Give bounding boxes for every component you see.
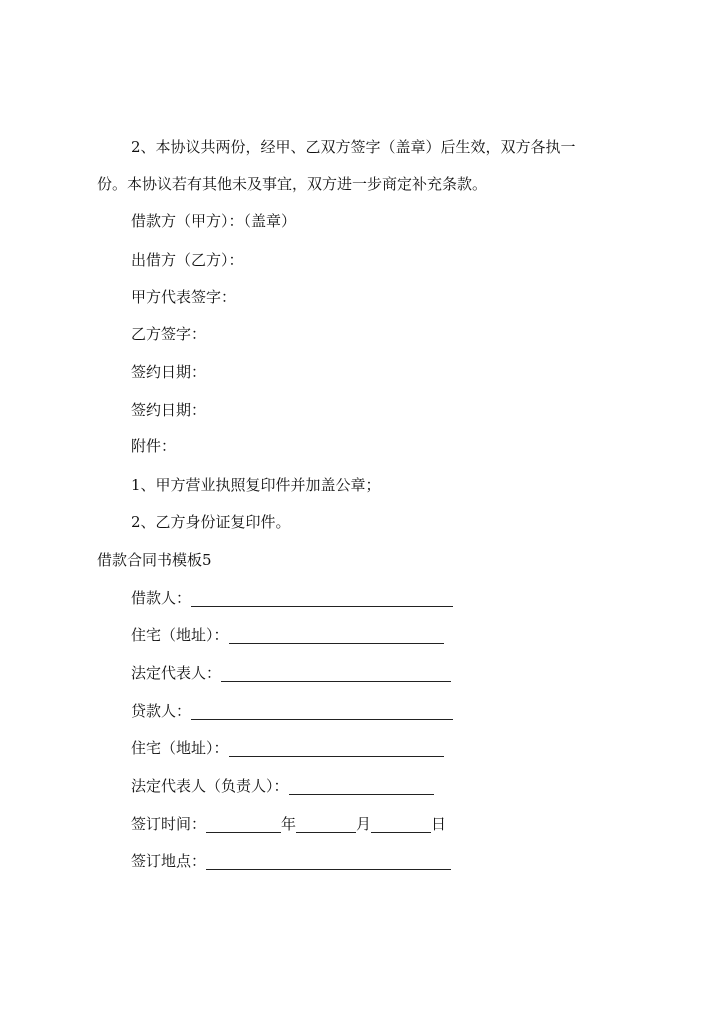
- lender-label: 贷款人：: [131, 702, 192, 720]
- borrower-legal-rep-blank[interactable]: [221, 664, 451, 682]
- lender-residence-blank[interactable]: [229, 739, 444, 757]
- borrower-label: 借款人：: [131, 589, 192, 607]
- lender-legal-rep-label: 法定代表人（负责人）：: [131, 777, 289, 795]
- sign-time-row: [131, 813, 446, 835]
- lender-residence-label: 住宅（地址）：: [131, 739, 229, 757]
- clause-2-line-1: 2、本协议共两份，经甲、乙双方签字（盖章）后生效，双方各执一: [131, 138, 576, 156]
- lender-residence-row: [131, 737, 444, 759]
- sign-year-blank[interactable]: [206, 815, 281, 833]
- borrower-row: [131, 587, 453, 609]
- sign-place-blank[interactable]: [206, 852, 451, 870]
- signature-line-party-a-rep: 甲方代表签字：: [131, 288, 237, 306]
- borrower-legal-rep-row: [131, 662, 451, 684]
- lender-legal-rep-row: [131, 775, 434, 797]
- attachment-item-1: 1、甲方营业执照复印件并加盖公章；: [131, 476, 381, 494]
- year-label: 年: [281, 815, 297, 833]
- day-label: 日: [431, 815, 447, 833]
- sign-day-blank[interactable]: [371, 815, 431, 833]
- sign-place-row: [131, 850, 451, 872]
- template-title: 借款合同书模板5: [97, 551, 212, 569]
- sign-month-blank[interactable]: [296, 815, 356, 833]
- signature-line-date-1: 签约日期：: [131, 363, 207, 381]
- month-label: 月: [356, 815, 372, 833]
- signature-line-borrower: 借款方（甲方）：（盖章）: [131, 212, 297, 230]
- sign-place-label: 签订地点：: [131, 852, 207, 870]
- signature-line-party-b: 乙方签字：: [131, 325, 207, 343]
- signature-line-lender: 出借方（乙方）：: [131, 251, 244, 269]
- attachment-item-2: 2、乙方身份证复印件。: [131, 513, 291, 531]
- borrower-blank[interactable]: [191, 589, 453, 607]
- borrower-residence-blank[interactable]: [229, 626, 444, 644]
- sign-time-label: 签订时间：: [131, 815, 207, 833]
- borrower-legal-rep-label: 法定代表人：: [131, 664, 222, 682]
- lender-blank[interactable]: [191, 702, 453, 720]
- lender-row: [131, 700, 453, 722]
- borrower-residence-row: [131, 624, 444, 646]
- clause-2-line-2: 份。本协议若有其他未及事宜，双方进一步商定补充条款。: [97, 175, 488, 193]
- signature-line-date-2: 签约日期：: [131, 401, 207, 419]
- lender-legal-rep-blank[interactable]: [289, 777, 434, 795]
- borrower-residence-label: 住宅（地址）：: [131, 626, 229, 644]
- attachments-label: 附件：: [131, 437, 177, 455]
